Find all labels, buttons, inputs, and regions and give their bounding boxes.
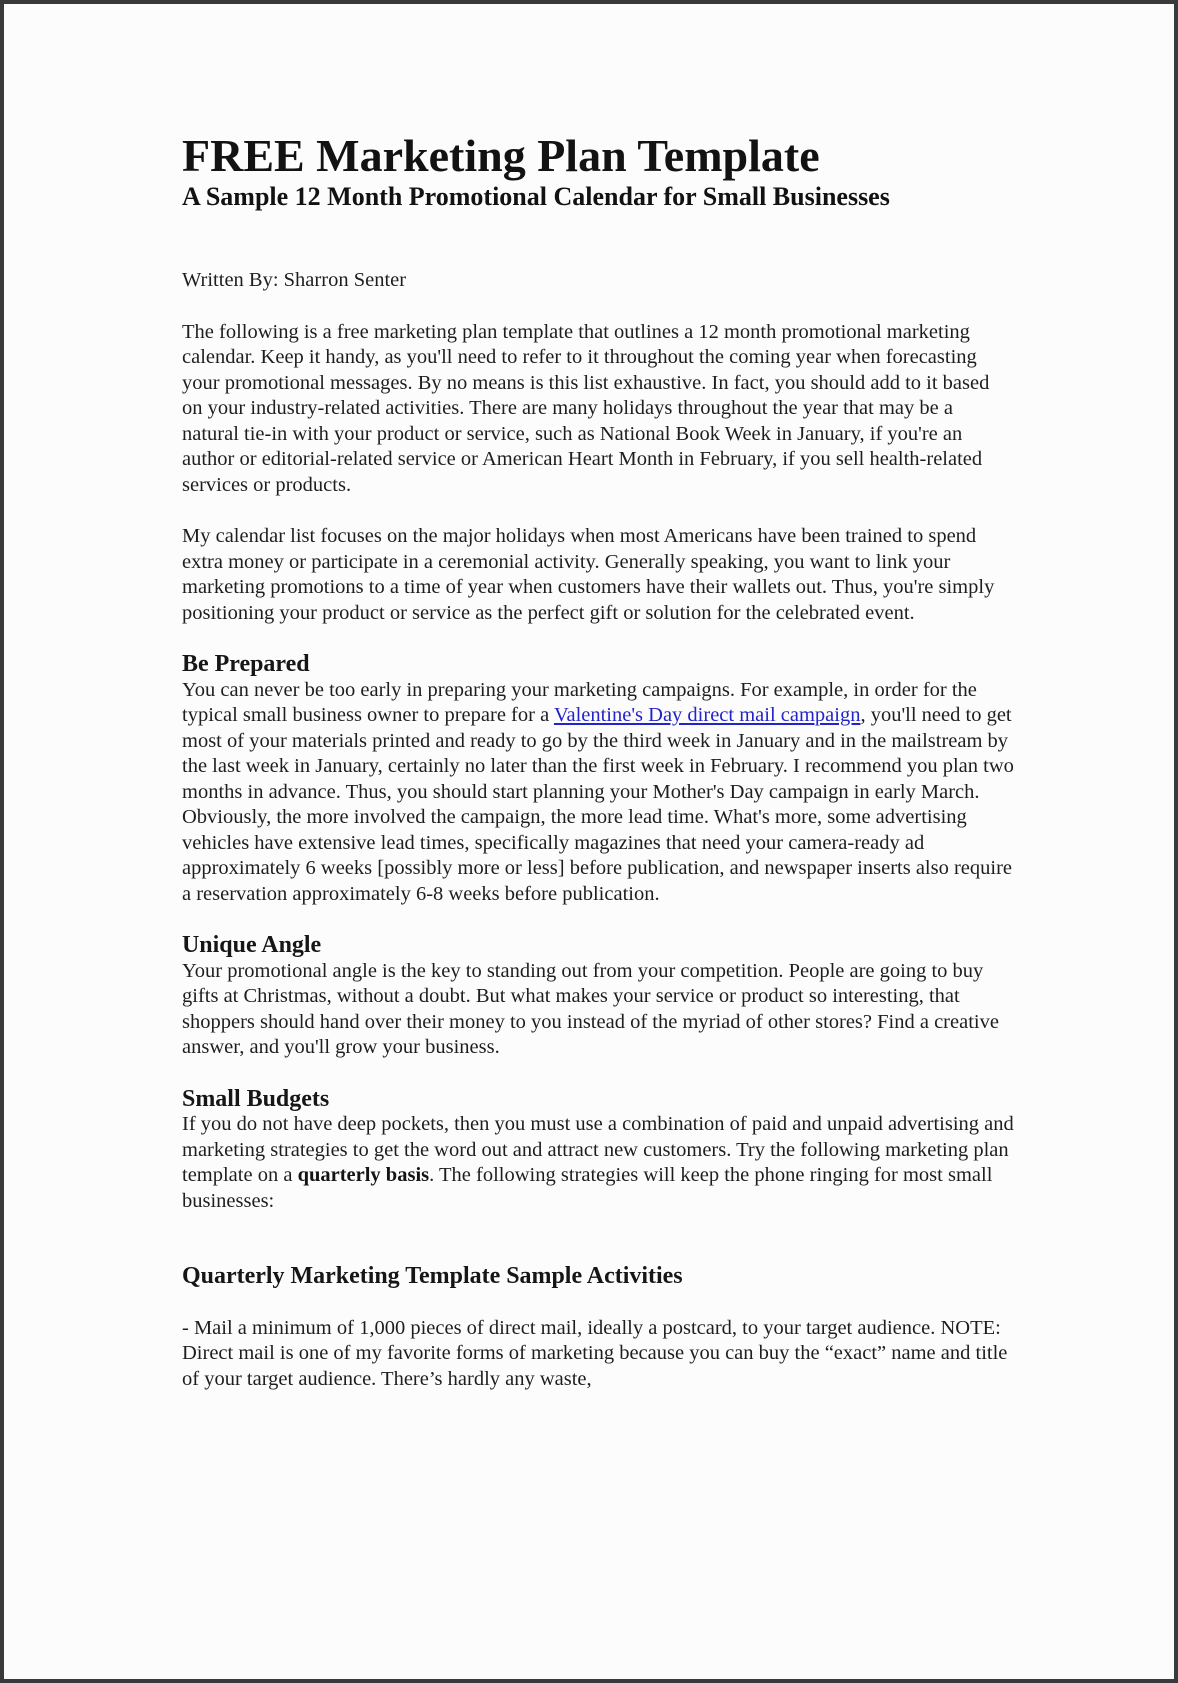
be-prepared-text-before-link: You can never be too early in preparing your marketing campaigns. For example, in order for the typical small business owner to prepare for a bbox=[182, 678, 977, 726]
page-title: FREE Marketing Plan Template bbox=[182, 130, 820, 181]
section-heading-small-budgets: Small Budgets bbox=[182, 1085, 330, 1112]
intro-paragraph-1: The following is a free marketing plan template that outlines a 12 month promotional marketing calendar. Keep it handy, as you'll need to refer to it throughout the coming year when forecasting your promotional messages. By no means is this list exhaustive. In fact, you should add to it based on your industry-related activities. There are many holidays throughout the year that may be a natural tie-in with your product or service, such as National Book Week in January, if you're an author or editorial-related service or American Heart Month in February, if you sell health-related services or products. bbox=[182, 320, 990, 496]
small-budgets-text-after-bold: . The following strategies will keep the phone ringing for most small businesses: bbox=[182, 1164, 993, 1212]
small-budgets-body bbox=[182, 1112, 1014, 1214]
small-budgets-text-before-bold: If you do not have deep pockets, then you must use a combination of paid and unpaid advertising and marketing strategies to get the word out and attract new customers. Try the following marketing plan template on a bbox=[182, 1113, 1014, 1186]
page-subtitle: A Sample 12 Month Promotional Calendar for Small Businesses bbox=[182, 182, 890, 211]
section-heading-be-prepared: Be Prepared bbox=[182, 651, 310, 677]
unique-angle-body: Your promotional angle is the key to standing out from your competition. People are going to buy gifts at Christmas, without a doubt. But what makes your service or product so interesting, that shoppers should hand over their money to you instead of the myriad of other stores? Find a creative answer, and you'll grow your business. bbox=[182, 959, 999, 1058]
be-prepared-body bbox=[182, 678, 1014, 908]
byline: Written By: Sharron Senter bbox=[182, 269, 407, 291]
be-prepared-text-after-link: , you'll need to get most of your materials printed and ready to go by the third week in January and in the mailstream by the last week in January, certainly no later than the first week in February. I recommend you plan two months in advance. Thus, you should start planning your Mother's Day campaign in early March. Obviously, the more involved the campaign, the more lead time. What's more, some advertising vehicles have extensive lead times, specifically magazines that need your camera-ready ad approximately 6 weeks [possibly more or less] before publication, and newspaper inserts also require a reservation approximately 6-8 weeks before publication. bbox=[182, 704, 1014, 905]
quarterly-basis-bold-text: quarterly basis bbox=[297, 1164, 430, 1186]
document-content bbox=[4, 4, 1174, 1392]
quarterly-activity-item-1: - Mail a minimum of 1,000 pieces of direct mail, ideally a postcard, to your target audience. NOTE: Direct mail is one of my favorite forms of marketing because you can buy the “exact” name and title of your target audience. There’s hardly any waste, bbox=[182, 1316, 1008, 1390]
intro-paragraph-2: My calendar list focuses on the major holidays when most Americans have been trained to spend extra money or participate in a ceremonial activity. Generally speaking, you want to link your marketing promotions to a time of year when customers have their wallets out. Thus, you're simply positioning your product or service as the perfect gift or solution for the celebrated event. bbox=[182, 525, 995, 624]
section-heading-quarterly-activities: Quarterly Marketing Template Sample Activities bbox=[182, 1263, 683, 1289]
valentines-day-link[interactable]: Valentine's Day direct mail campaign bbox=[553, 704, 861, 726]
section-heading-unique-angle: Unique Angle bbox=[182, 932, 322, 958]
